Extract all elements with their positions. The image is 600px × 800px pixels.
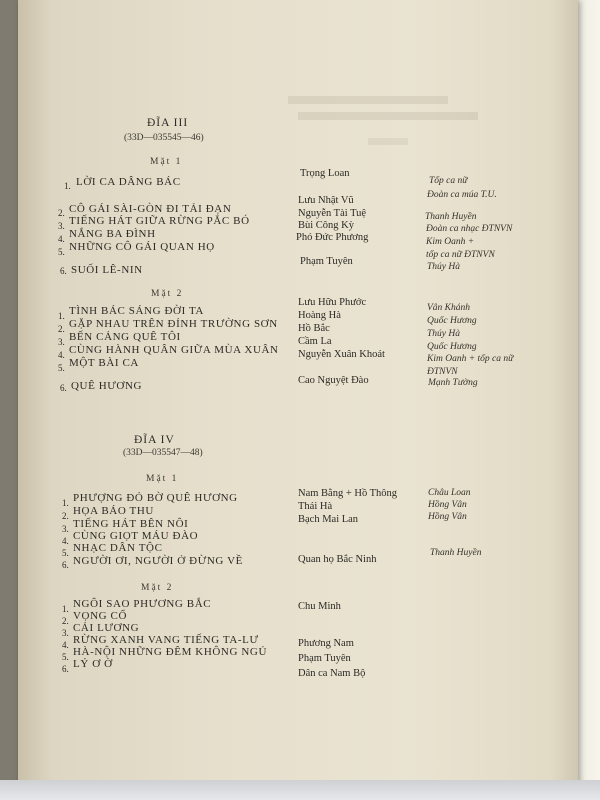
track-number: 1.: [62, 604, 69, 614]
track-number: 1.: [62, 498, 69, 508]
track-composer: Nguyễn Tài Tuệ: [298, 208, 367, 219]
track-number: 6.: [62, 664, 69, 674]
track-composer: Thái Hà: [298, 501, 333, 512]
table-surface: [0, 780, 600, 800]
track-composer: Cao Nguyệt Đào: [298, 375, 369, 386]
track-composer: Hoàng Hà: [298, 310, 341, 321]
track-title: TIẾNG HÁT BÊN NÔI: [73, 518, 189, 530]
track-number: 2.: [58, 324, 65, 334]
disc-title: ĐĨA IV: [134, 434, 175, 446]
track-performer: Hồng Vân: [428, 500, 467, 510]
track-number: 5.: [58, 247, 65, 257]
track-composer: Hồ Bắc: [298, 323, 330, 334]
track-performer: Đoàn ca nhạc ĐTNVN: [426, 224, 513, 234]
track-performer: ĐTNVN: [427, 367, 458, 377]
side-heading: Mặt 2: [141, 583, 174, 593]
track-title: HỌA BÁO THU: [73, 505, 154, 517]
track-title: TÌNH BÁC SÁNG ĐỜI TA: [69, 305, 204, 317]
track-performer: Quốc Hương: [427, 316, 477, 326]
catalog-number: (33D—035545—46): [124, 133, 204, 143]
track-number: 1.: [64, 181, 71, 191]
track-title: MỘT BÀI CA: [69, 357, 139, 369]
track-performer: Kim Oanh + tốp ca nữ: [427, 354, 514, 364]
track-composer: Trọng Loan: [300, 168, 350, 179]
track-number: 5.: [62, 652, 69, 662]
track-number: 4.: [58, 350, 65, 360]
track-performer: Kim Oanh +: [426, 237, 475, 247]
track-composer: Lưu Hữu Phước: [298, 297, 367, 308]
track-performer: Thúy Hà: [427, 262, 460, 272]
track-number: 6.: [60, 266, 67, 276]
track-composer: Nam Bằng + Hồ Thông: [298, 488, 398, 499]
track-title: GẶP NHAU TRÊN ĐỈNH TRƯỜNG SƠN: [69, 318, 278, 330]
track-performer: Hồng Vân: [428, 512, 467, 522]
track-title: CÙNG GIỌT MÁU ĐÀO: [73, 530, 199, 542]
track-performer: Tốp ca nữ: [429, 176, 468, 186]
track-performer: Đoàn ca múa T.U.: [427, 190, 497, 200]
track-composer: Bạch Mai Lan: [298, 514, 359, 525]
track-title: CẢI LƯƠNG: [73, 622, 140, 634]
track-composer: Phạm Tuyên: [300, 256, 353, 267]
track-title: NGÔI SAO PHƯƠNG BẮC: [73, 598, 212, 610]
track-number: 5.: [58, 363, 65, 373]
track-title: BẾN CẢNG QUÊ TÔI: [69, 331, 181, 343]
track-number: 3.: [58, 221, 65, 231]
track-number: 2.: [62, 511, 69, 521]
track-title: NHỮNG CÔ GÁI QUAN HỌ: [69, 241, 215, 253]
track-number: 6.: [62, 560, 69, 570]
track-performer: Quốc Hương: [427, 342, 477, 352]
track-title: NGƯỜI ƠI, NGƯỜI Ở ĐỪNG VỀ: [73, 555, 243, 567]
track-number: 4.: [62, 640, 69, 650]
track-performer: Mạnh Tường: [428, 378, 478, 388]
catalog-number: (33D—035547—48): [123, 448, 203, 458]
track-title: LỜI CA DÂNG BÁC: [76, 176, 181, 188]
side-heading: Mặt 1: [150, 157, 183, 167]
track-title: QUÊ HƯƠNG: [71, 380, 143, 392]
track-title: NHẠC DÂN TỘC: [73, 542, 163, 554]
track-title: LÝ Ơ Ờ: [73, 658, 113, 670]
track-number: 6.: [60, 383, 67, 393]
track-number: 3.: [62, 524, 69, 534]
track-composer: Cầm La: [298, 336, 332, 347]
track-number: 4.: [62, 536, 69, 546]
track-composer: Phương Nam: [298, 638, 354, 649]
bleed-through-shadow: [288, 96, 448, 104]
track-performer: Thúy Hà: [427, 329, 460, 339]
track-composer: Lưu Nhật Vũ: [298, 195, 354, 206]
track-composer: Phó Đức Phương: [296, 232, 369, 243]
track-composer: Quan họ Bắc Ninh: [298, 554, 377, 565]
track-number: 4.: [58, 234, 65, 244]
track-number: 1.: [58, 311, 65, 321]
track-performer: Châu Loan: [428, 488, 471, 498]
track-performer: Thanh Huyền: [425, 212, 477, 222]
track-title: SUỐI LÊ-NIN: [71, 264, 143, 276]
track-number: 2.: [62, 616, 69, 626]
track-performer: Thanh Huyền: [430, 548, 482, 558]
disc-title: ĐĨA III: [147, 117, 189, 129]
track-number: 3.: [58, 337, 65, 347]
track-composer: Nguyễn Xuân Khoát: [298, 349, 385, 360]
track-composer: Dân ca Nam Bộ: [298, 668, 366, 679]
bleed-through-shadow: [298, 112, 478, 120]
track-title: PHƯỢNG ĐỎ BỜ QUÊ HƯƠNG: [73, 492, 238, 504]
track-composer: Bùi Công Kỳ: [298, 220, 355, 231]
track-title: HÀ-NỘI NHỮNG ĐÊM KHÔNG NGỦ: [73, 646, 268, 658]
side-heading: Mặt 2: [151, 289, 184, 299]
track-title: NẮNG BA ĐÌNH: [69, 228, 156, 240]
track-number: 3.: [62, 628, 69, 638]
side-heading: Mặt 1: [146, 474, 179, 484]
track-composer: Chu Minh: [298, 601, 341, 612]
track-number: 5.: [62, 548, 69, 558]
track-title: RỪNG XANH VANG TIẾNG TA-LƯ: [73, 634, 259, 646]
track-performer: Vân Khánh: [427, 303, 471, 313]
track-title: CÙNG HÀNH QUÂN GIỮA MÙA XUÂN: [69, 344, 279, 356]
track-title: TIẾNG HÁT GIỮA RỪNG PẮC BÓ: [69, 215, 250, 227]
track-number: 2.: [58, 208, 65, 218]
track-title: CÔ GÁI SÀI-GÒN ĐI TẢI ĐẠN: [69, 203, 232, 215]
track-composer: Phạm Tuyên: [298, 653, 351, 664]
track-title: VỌNG CỔ: [73, 610, 128, 622]
track-performer: tốp ca nữ ĐTNVN: [426, 250, 495, 260]
bleed-through-shadow: [368, 138, 408, 145]
